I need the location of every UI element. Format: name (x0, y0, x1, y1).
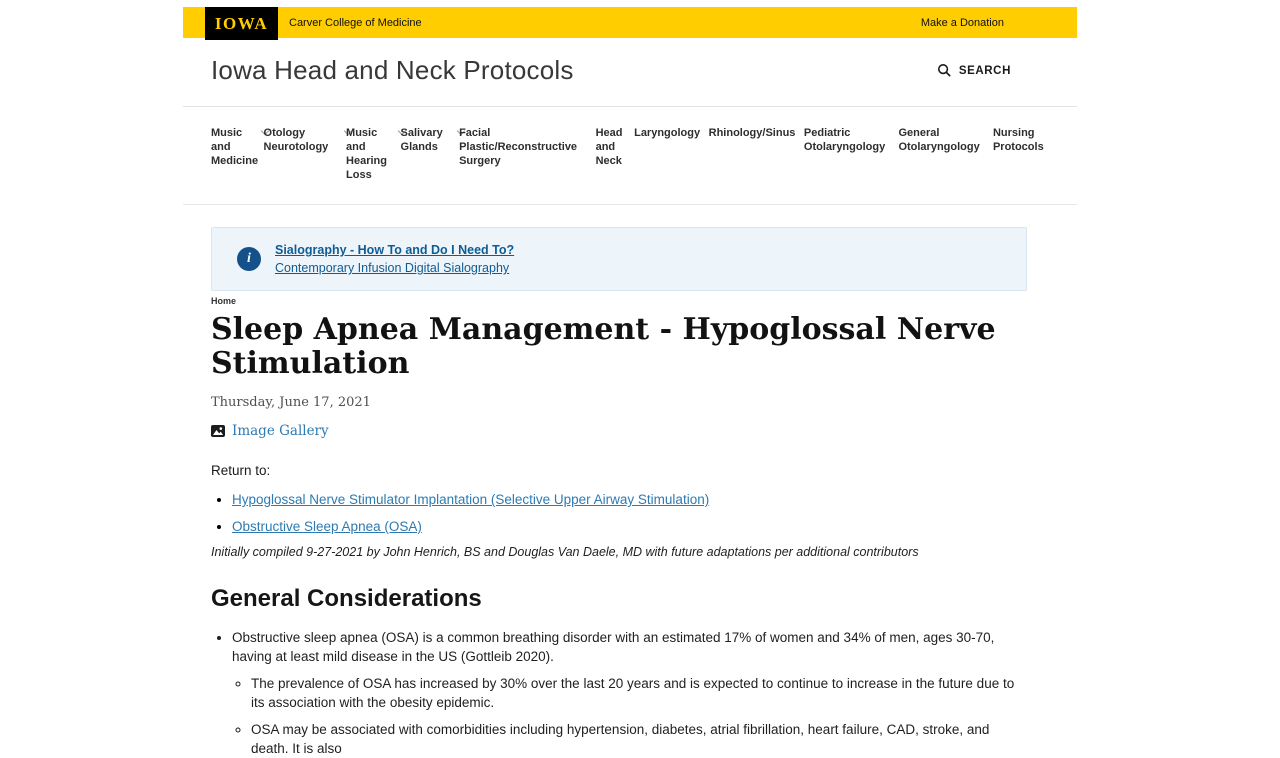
nav-item-otology-neurotology[interactable]: Otology Neurotology (264, 126, 338, 154)
nav-item-pediatric-otolaryngology[interactable]: Pediatric Otolaryngology (803, 127, 886, 153)
iowa-logo[interactable] (205, 7, 278, 40)
image-gallery-label: Image Gallery (232, 423, 329, 439)
notice-link-sialography[interactable]: Sialography - How To and Do I Need To? (275, 243, 515, 257)
nav-item-music-and-medicine[interactable]: Music and Medicine (211, 126, 255, 168)
sub-list (232, 674, 1027, 758)
article (183, 291, 1077, 758)
page-title: Sleep Apnea Management - Hypoglossal Nerve Stimulation (211, 312, 996, 381)
nav-item-head-and-neck[interactable]: Head and Neck (595, 127, 623, 167)
breadcrumb-home[interactable]: Home (211, 296, 237, 306)
search-button[interactable] (937, 63, 1049, 78)
considerations-list (211, 628, 1027, 758)
image-gallery-link[interactable] (211, 423, 1027, 439)
utility-bar (183, 7, 1077, 38)
make-a-donation-link[interactable]: Make a Donation (920, 16, 1004, 29)
list-item: ◦ OSA may be associated with comorbidities including hypertension, diabetes, atrial fibrillation, heart failure, CAD, stroke, and death. It is also (251, 720, 1027, 758)
main-nav (183, 107, 1077, 205)
iowa-logo-text: IOWA (214, 13, 269, 33)
nav-item-salivary-glands[interactable]: Salivary Glands (401, 126, 451, 154)
list-item (232, 490, 1027, 509)
notice-link-contemporary-sialography[interactable]: Contemporary Infusion Digital Sialography (275, 261, 510, 275)
return-link-obstructive-sleep-apnea[interactable]: Obstructive Sleep Apnea (OSA) (232, 519, 422, 534)
section-heading-general-considerations: General Considerations (211, 585, 482, 612)
publish-date: Thursday, June 17, 2021 (211, 395, 371, 410)
nav-item-nursing-protocols[interactable]: Nursing Protocols (992, 127, 1044, 153)
return-link-hypoglossal-implantation[interactable]: Hypoglossal Nerve Stimulator Implantation (Selective Upper Airway Stimulation) (232, 492, 710, 507)
list-item: • Obstructive sleep apnea (OSA) is a common breathing disorder with an estimated 17% of women and 34% of men, ages 30-70, having at least mild disease in the US (Gottleib 2020). ◦ The prevalence of OSA has increased by 30% over the last 20 years and is expected to continue to increase in the future due to its association with the obesity epidemic. ◦ OSA may be associated with comorbidities including hypertension, diabetes, atrial fibrillation, heart failure, CAD, stroke, and death. It is also (232, 628, 1027, 758)
info-icon: i (237, 247, 261, 271)
return-to-label: Return to: (211, 463, 271, 478)
image-icon (211, 425, 225, 437)
info-notice-box (211, 227, 1027, 291)
return-to-list (211, 490, 1027, 536)
college-label: Carver College of Medicine (289, 16, 422, 29)
byline: Initially compiled 9-27-2021 by John Henrich, BS and Douglas Van Daele, MD with future adaptations per additional contributors (211, 545, 919, 559)
nav-item-facial-plastic-reconstructive-surgery[interactable]: Facial Plastic/Reconstructive Surgery (459, 127, 578, 167)
nav-item-rhinology-sinus[interactable]: Rhinology/Sinus (708, 127, 796, 139)
site-title[interactable]: Iowa Head and Neck Protocols (211, 55, 574, 85)
nav-item-laryngology[interactable]: Laryngology (634, 127, 701, 139)
list-item (232, 517, 1027, 536)
nav-item-general-otolaryngology[interactable]: General Otolaryngology (898, 127, 980, 153)
nav-item-music-and-hearing-loss[interactable]: Music and Hearing Loss (346, 126, 392, 182)
search-icon (937, 63, 952, 78)
site-header (183, 38, 1077, 107)
page-container (183, 7, 1077, 758)
list-item: ◦ The prevalence of OSA has increased by 30% over the last 20 years and is expected to continue to increase in the future due to its association with the obesity epidemic. (251, 674, 1027, 712)
search-label: SEARCH (958, 64, 1011, 77)
